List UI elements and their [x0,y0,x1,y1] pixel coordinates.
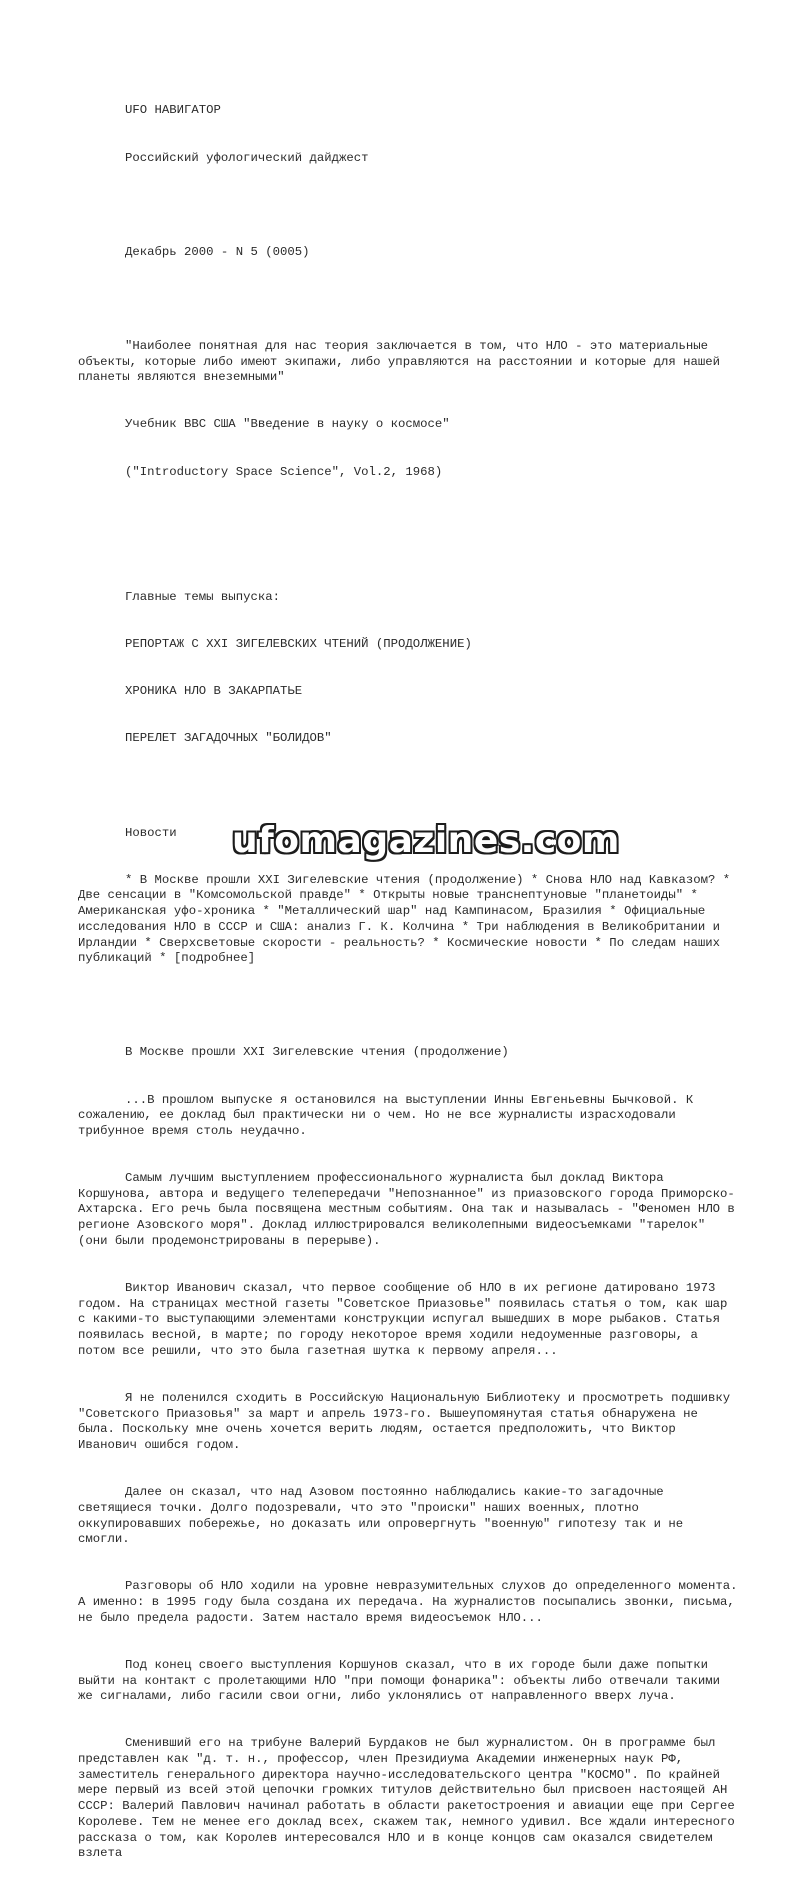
article-paragraph: Далее он сказал, что над Азовом постоянно наблюдались какие-то загадочные светящиеся точки. Долго подозревали, что это "происки" наших военных, плотно оккупировавших побережье, но доказать или опровергнуть "военную" гипотезу так и не смогли. [78,1485,691,1547]
topic-item: ПЕРЕЛЕТ ЗАГАДОЧНЫХ "БОЛИДОВ" [125,731,332,746]
topic-item: РЕПОРТАЖ С XXI ЗИГЕЛЕВСКИХ ЧТЕНИЙ (ПРОДОЛЖЕНИЕ) [125,637,472,652]
article-paragraph: Под конец своего выступления Коршунов сказал, что в их городе были даже попытки выйти на контакт с пролетающими НЛО "при помощи фонарика": объекты либо отвечали такими же сигналами, либо гасили свои огни, либо уклонялись от направленного вверх луча. [78,1657,728,1704]
article-paragraph: Самым лучшим выступлением профессионального журналиста был доклад Виктора Коршунова, автора и ведущего телепередачи "Непознанное" из приазовского города Приморско-Ахтарска. Его речь была посвящена местным событиям. Она так и называлась - "Феномен НЛО в регионе Азовского моря". Доклад иллюстрировался великолепными видеосъемками "тарелок" (они были продемонстрированы в перерыве). [78,1171,743,1248]
news-summary: * В Москве прошли XXI Зигелевские чтения (продолжение) * Снова НЛО над Кавказом? * Две сенсации в "Комсомольской правде" * Открыты новые транснептуновые "планетоиды" * Американская уфо-хроника * "Металлический шар" над Кампинасом, Бразилия * Официальные исследования НЛО в СССР и США: анализ Г. К. Колчина * Три наблюдения в Великобритании и Ирландии * Сверхсветовые скорости - реальность? * Космические новости * По следам наших публикаций * [подробнее] [78,872,738,966]
article-paragraph: Сменивший его на трибуне Валерий Бурдаков не был журналистом. Он в программе был представлен как "д. т. н., профессор, член Президиума Академии инженерных наук РФ, заместитель генерального директора научно-исследовательского центра "КОСМО". По крайней мере первый из всей этой цепочки громких титулов действительно был присвоен настоящей АН СССР: Валерий Павлович начинал работать в области ракетостроения и авиации еще при Сергее Королеве. Тем не менее его доклад всех, скажем так, немного удивил. Все ждали интересного рассказа о том, как Королев интересовался НЛО и в конце концов сам оказался свидетелем взлета [78,1736,743,1861]
article-paragraph: Я не поленился сходить в Российскую Национальную Библиотеку и просмотреть подшивку "Советского Приазовья" за март и апрель 1973-го. Вышеупомянутая статья обнаружена не была. Поскольку мне очень хочется верить людям, остается предположить, что Виктор Иванович ошибся годом. [78,1390,738,1452]
news-heading: Новости [125,825,177,840]
epigraph-source: Учебник ВВС США "Введение в науку о космосе" [125,417,450,432]
watermark-logo: ufomagazines.com [232,820,620,861]
document-page [78,72,745,1878]
article-paragraph: Виктор Иванович сказал, что первое сообщение об НЛО в их регионе датировано 1973 годом. На страницах местной газеты "Советское Приазовье" появилась статья о том, как шар с какими-то выступающими элементами конструкции испугал вышедших в море рыбаков. Статья появилась весной, в марте; по городу некоторое время ходили недоуменные разговоры, а потом все решили, что это была газетная шутка к первому апреля... [78,1280,735,1358]
epigraph-source-en: ("Introductory Space Science", Vol.2, 1968) [125,464,443,479]
issue-date: Декабрь 2000 - N 5 (0005) [125,244,310,259]
article-paragraph: ...В прошлом выпуске я остановился на выступлении Инны Евгеньевны Бычковой. К сожалению, ее доклад был практически ни о чем. Но не все журналисты израсходовали трибунное время столь неудачно. [78,1092,701,1138]
article-heading: В Москве прошли XXI Зигелевские чтения (продолжение) [125,1045,509,1060]
magazine-title: UFO НАВИГАТОР [125,103,221,118]
epigraph-quote: "Наиболее понятная для нас теория заключается в том, что НЛО - это материальные объекты, которые либо имеют экипажи, либо управляются на расстоянии и которые для нашей планеты являются внеземными" [78,338,728,385]
topics-heading: Главные темы выпуска: [125,590,280,605]
topic-item: ХРОНИКА НЛО В ЗАКАРПАТЬЕ [125,684,303,699]
article-paragraph: Разговоры об НЛО ходили на уровне невразумительных слухов до определенного момента. А именно: в 1995 году была создана их передача. На журналистов посыпались звонки, письма, не было предела радости. Затем настало время видеосъемок НЛО... [78,1579,745,1625]
magazine-subtitle: Российский уфологический дайджест [125,150,369,165]
